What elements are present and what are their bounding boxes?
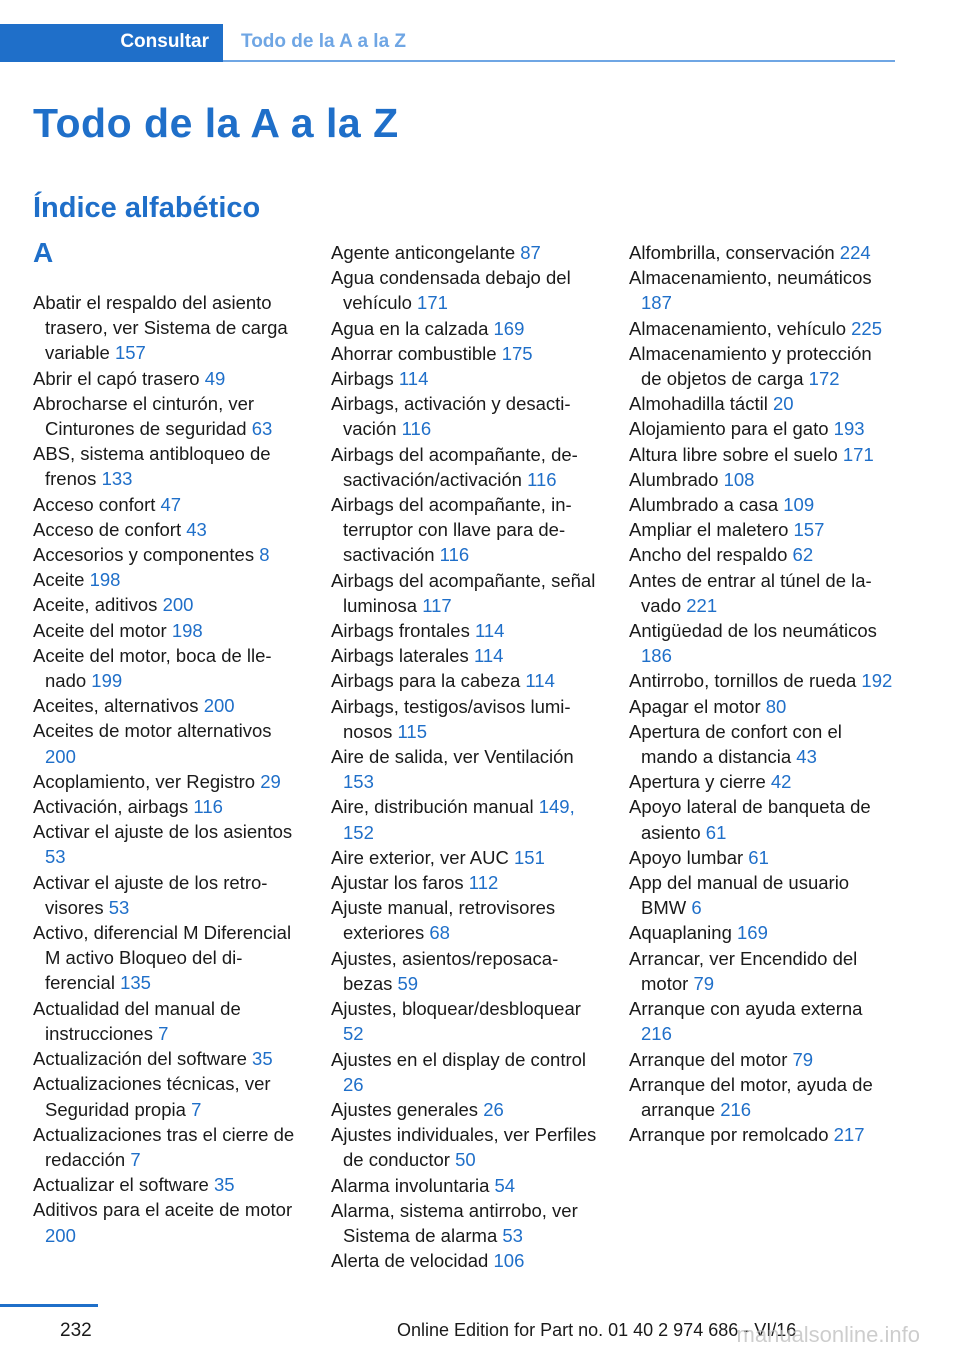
index-entry xyxy=(331,492,599,568)
index-entry xyxy=(331,442,599,492)
index-entry-text: Apoyo lateral de banqueta de asiento xyxy=(629,796,871,843)
index-entry-text: Abatir el respaldo del asiento trasero, ver Sistema de carga variable xyxy=(33,292,288,364)
index-entry-pages[interactable]: 61 xyxy=(748,846,769,868)
index-column-1 xyxy=(33,290,301,1248)
index-entry-pages[interactable]: 175 xyxy=(501,342,533,364)
index-entry xyxy=(629,618,897,668)
index-entry-text: Actualizar el software xyxy=(33,1174,209,1196)
index-entry-pages[interactable]: 198 xyxy=(171,619,203,641)
index-entry-pages[interactable]: 53 xyxy=(108,896,130,918)
index-entry-pages[interactable]: 153 xyxy=(343,771,374,793)
index-entry-text: Apertura y cierre xyxy=(629,771,766,793)
index-entry-pages[interactable]: 114 xyxy=(473,645,504,667)
index-entry-pages[interactable]: 198 xyxy=(89,569,121,591)
page-title: Todo de la A a la Z xyxy=(33,100,399,146)
index-entry-pages[interactable]: 43 xyxy=(186,518,207,540)
index-entry xyxy=(629,240,897,265)
page-number: 232 xyxy=(60,1320,92,1341)
index-entry-text: Ahorrar combustible xyxy=(331,342,497,364)
index-entry xyxy=(33,794,301,819)
index-column-2 xyxy=(331,240,599,1273)
index-entry-pages[interactable]: 35 xyxy=(213,1174,235,1196)
index-entry-text: Alojamiento para el gato xyxy=(629,418,829,440)
index-entry xyxy=(33,517,301,542)
index-entry-text: Aditivos para el aceite de motor xyxy=(33,1199,293,1221)
index-entry xyxy=(33,819,301,869)
index-entry-text: Aire, distribución manual xyxy=(331,796,534,818)
index-entry xyxy=(629,668,897,693)
index-entry-pages[interactable]: 187 xyxy=(641,292,672,314)
index-entry-pages[interactable]: 62 xyxy=(792,544,814,566)
index-entry xyxy=(331,996,599,1046)
index-entry-text: Aceites de motor alternativos xyxy=(33,720,272,742)
index-entry-pages[interactable]: 114 xyxy=(525,670,555,692)
index-entry-pages[interactable]: 116 xyxy=(401,418,432,440)
index-entry-text: Alumbrado xyxy=(629,468,719,490)
index-entry xyxy=(629,794,897,844)
index-entry xyxy=(629,845,897,870)
index-entry-text: Alerta de velocidad xyxy=(331,1250,489,1272)
index-entry-text: Airbags del acompañante, interruptor con llave para desactivación xyxy=(331,494,572,566)
index-entry-text: Ajustes generales xyxy=(331,1098,479,1120)
index-entry xyxy=(33,618,301,643)
index-entry-text: Alfombrilla, conservación xyxy=(629,242,835,263)
index-entry xyxy=(33,592,301,617)
index-entry-pages[interactable]: 8 xyxy=(259,544,270,566)
index-entry-text: Arrancar, ver Encendido del motor xyxy=(629,947,858,994)
index-entry-pages[interactable]: 157 xyxy=(114,342,146,364)
index-entry-pages[interactable]: 192 xyxy=(861,670,893,692)
index-entry-text: Almacenamiento, vehículo xyxy=(629,317,846,339)
index-entry xyxy=(331,1047,599,1097)
index-entry-text: Agua en la calzada xyxy=(331,317,489,339)
index-entry-text: Alumbrado a casa xyxy=(629,494,779,516)
watermark: manualsonline.info xyxy=(736,1322,920,1347)
index-entry-text: Abrocharse el cinturón, ver Cinturones de seguridad xyxy=(33,392,255,440)
index-entry-pages[interactable]: 114 xyxy=(474,620,505,642)
index-entry-text: Arranque del motor xyxy=(629,1048,788,1070)
index-entry-text: Actualización del software xyxy=(33,1048,247,1070)
index-entry xyxy=(629,467,897,492)
index-entry-pages[interactable]: 7 xyxy=(130,1148,141,1170)
index-entry xyxy=(33,290,301,366)
index-entry xyxy=(629,391,897,416)
index-entry xyxy=(33,1122,301,1172)
tab-consultar-label: Consultar xyxy=(120,31,209,52)
index-column-3 xyxy=(629,240,897,1147)
letter-heading: A xyxy=(33,237,54,268)
index-entry-text: App del manual de usuario BMW xyxy=(629,872,850,919)
index-entry-text: Airbags, activación y desactivación xyxy=(331,393,571,440)
index-entry xyxy=(33,1046,301,1071)
index-entry-text: Aire de salida, ver Ventilación xyxy=(331,746,574,768)
index-entry-text: Alarma involuntaria xyxy=(331,1174,490,1196)
index-entry-pages[interactable]: 49 xyxy=(204,367,226,389)
index-entry-pages[interactable]: 53 xyxy=(502,1224,523,1246)
index-entry-text: Activar el ajuste de los asientos xyxy=(33,821,293,843)
index-entry-pages[interactable]: 106 xyxy=(493,1250,525,1272)
index-entry-pages[interactable]: 171 xyxy=(417,292,448,314)
index-entry xyxy=(33,366,301,391)
index-entry-text: Acoplamiento, ver Registro xyxy=(33,770,256,792)
index-entry-pages[interactable]: 26 xyxy=(483,1098,504,1120)
index-entry-text: Agua condensada debajo del vehículo xyxy=(331,267,571,314)
index-entry-text: Activación, airbags xyxy=(33,796,189,818)
section-title: Índice alfabético xyxy=(33,192,261,224)
index-entry-pages[interactable]: 116 xyxy=(193,796,223,818)
index-entry-text: Airbags, testigos/avisos luminosos xyxy=(331,695,571,742)
index-entry-pages[interactable]: 112 xyxy=(468,872,499,894)
index-entry-text: Airbags del acompañante, desactivación/activación xyxy=(331,443,578,490)
index-entry-pages[interactable]: 157 xyxy=(793,519,825,541)
index-entry xyxy=(331,1097,599,1122)
index-entry-pages[interactable]: 135 xyxy=(120,972,151,994)
index-entry-text: Actualizaciones tras el cierre de redacción xyxy=(33,1123,295,1170)
index-entry-pages[interactable]: 7 xyxy=(191,1098,202,1120)
index-entry-text: Ajuste manual, retrovisores exteriores xyxy=(331,897,556,944)
index-entry-pages[interactable]: 20 xyxy=(772,393,794,415)
index-entry-pages[interactable]: 200 xyxy=(203,695,235,717)
index-entry xyxy=(33,920,301,996)
index-entry-text: Airbags del acompañante, señal luminosa xyxy=(331,569,596,616)
index-entry xyxy=(33,567,301,592)
index-entry-text: Actualizaciones técnicas, ver Seguridad propia xyxy=(33,1073,271,1120)
index-entry xyxy=(629,416,897,441)
index-entry-text: Ampliar el maletero xyxy=(629,519,789,541)
index-entry-pages[interactable]: 217 xyxy=(833,1124,865,1146)
index-entry-pages[interactable]: 35 xyxy=(252,1048,273,1070)
index-entry-pages[interactable]: 200 xyxy=(45,745,76,767)
index-entry xyxy=(331,794,599,844)
index-entry-pages[interactable]: 53 xyxy=(45,846,66,868)
index-entry-text: Ancho del respaldo xyxy=(629,544,788,566)
index-entry xyxy=(629,920,897,945)
index-entry-pages[interactable]: 29 xyxy=(260,770,281,792)
index-entry xyxy=(331,1122,599,1172)
index-entry xyxy=(629,542,897,567)
index-entry-pages[interactable]: 224 xyxy=(839,242,871,263)
index-entry-pages[interactable]: 221 xyxy=(686,594,718,616)
index-entry xyxy=(629,568,897,618)
index-entry-text: Antirrobo, tornillos de rueda xyxy=(629,670,857,692)
index-entry-pages[interactable]: 117 xyxy=(422,594,452,616)
index-entry xyxy=(331,895,599,945)
index-entry-pages[interactable]: 50 xyxy=(455,1149,476,1171)
index-entry-pages[interactable]: 193 xyxy=(833,418,865,440)
index-entry-pages[interactable]: 149, 152 xyxy=(343,796,575,843)
index-entry-pages[interactable]: 169 xyxy=(737,922,768,944)
index-entry-pages[interactable]: 115 xyxy=(397,720,428,742)
index-entry-pages[interactable]: 172 xyxy=(808,368,840,390)
index-entry xyxy=(629,870,897,920)
index-entry-text: Activo, diferencial M Diferencial M activo Bloqueo del diferencial xyxy=(33,922,292,994)
index-entry-pages[interactable]: 54 xyxy=(494,1174,516,1196)
index-entry xyxy=(331,1248,599,1273)
index-entry-pages[interactable]: 151 xyxy=(514,846,545,868)
index-entry xyxy=(331,391,599,441)
index-entry-text: Acceso de confort xyxy=(33,518,182,540)
index-entry xyxy=(629,1072,897,1122)
index-entry xyxy=(33,542,301,567)
index-entry xyxy=(33,492,301,517)
index-entry-pages[interactable]: 87 xyxy=(520,242,541,263)
index-entry xyxy=(629,442,897,467)
index-entry xyxy=(629,719,897,769)
index-entry-pages[interactable]: 200 xyxy=(45,1224,76,1246)
index-entry xyxy=(33,693,301,718)
index-entry xyxy=(629,265,897,315)
index-entry-text: Airbags laterales xyxy=(331,645,469,667)
index-entry xyxy=(629,316,897,341)
index-entry xyxy=(331,265,599,315)
index-entry xyxy=(331,668,599,693)
index-entry xyxy=(629,694,897,719)
index-entry-pages[interactable]: 225 xyxy=(851,317,882,339)
index-entry-text: ABS, sistema antibloqueo de frenos xyxy=(33,443,271,490)
index-entry-text: Arranque por remolcado xyxy=(629,1124,829,1146)
index-entry-text: Arranque con ayuda externa xyxy=(629,998,863,1020)
index-entry-pages[interactable]: 133 xyxy=(101,468,133,490)
index-entry xyxy=(331,744,599,794)
index-entry xyxy=(629,946,897,996)
index-entry-pages[interactable]: 79 xyxy=(792,1048,814,1070)
index-entry xyxy=(331,694,599,744)
index-entry-pages[interactable]: 171 xyxy=(842,443,874,465)
index-entry-text: Aceite del motor xyxy=(33,619,167,641)
index-entry xyxy=(331,845,599,870)
index-entry-text: Ajustes, asientos/reposacabezas xyxy=(331,947,559,994)
index-entry-text: Aceites, alternativos xyxy=(33,695,199,717)
index-entry xyxy=(33,441,301,491)
index-entry-text: Apertura de confort con el mando a distancia xyxy=(629,720,842,768)
index-entry xyxy=(331,643,599,668)
index-entry-text: Actualidad del manual de instrucciones xyxy=(33,997,241,1044)
index-entry xyxy=(33,1197,301,1247)
index-entry xyxy=(331,341,599,366)
edition-note: Online Edition for Part no. 01 40 2 974 686 - VI/16 xyxy=(397,1320,797,1340)
index-entry xyxy=(331,618,599,643)
index-entry-text: Agente anticongelante xyxy=(331,242,516,263)
index-entry-pages[interactable]: 114 xyxy=(398,368,429,390)
index-entry-text: Ajustes, bloquear/desbloquear xyxy=(331,998,581,1020)
index-entry-pages[interactable]: 63 xyxy=(251,418,273,440)
index-entry xyxy=(629,1047,897,1072)
index-entry-text: Aire exterior, ver AUC xyxy=(331,846,509,868)
index-entry-text: Airbags frontales xyxy=(331,620,470,642)
index-entry xyxy=(33,1071,301,1121)
header-rule xyxy=(223,60,895,62)
index-entry-text: Ajustar los faros xyxy=(331,872,464,894)
index-entry-pages[interactable]: 186 xyxy=(641,645,672,667)
index-entry-text: Aceite xyxy=(33,569,85,591)
tab-consultar[interactable] xyxy=(0,24,223,62)
index-entry-text: Aquaplaning xyxy=(629,922,732,944)
index-entry xyxy=(629,492,897,517)
index-entry-pages[interactable]: 26 xyxy=(343,1073,364,1095)
index-entry-pages[interactable]: 61 xyxy=(705,821,727,843)
index-entry xyxy=(33,769,301,794)
index-entry xyxy=(331,1198,599,1248)
index-entry-text: Abrir el capó trasero xyxy=(33,367,200,389)
index-entry-text: Airbags xyxy=(331,368,394,390)
index-entry-pages[interactable]: 52 xyxy=(343,1023,364,1045)
index-entry xyxy=(33,870,301,920)
index-entry xyxy=(629,517,897,542)
index-entry-pages[interactable]: 43 xyxy=(796,746,817,768)
index-entry xyxy=(331,366,599,391)
index-entry-pages[interactable]: 216 xyxy=(720,1098,752,1120)
index-entry-pages[interactable]: 109 xyxy=(783,494,815,516)
index-entry-pages[interactable]: 200 xyxy=(162,594,194,616)
index-entry xyxy=(331,240,599,265)
index-entry xyxy=(331,1173,599,1198)
index-entry-pages[interactable]: 59 xyxy=(397,972,419,994)
index-entry-text: Antes de entrar al túnel de lavado xyxy=(629,569,872,616)
index-entry xyxy=(331,316,599,341)
index-entry-text: Aceite del motor, boca de llenado xyxy=(33,644,272,692)
index-entry-text: Accesorios y componentes xyxy=(33,544,255,566)
index-entry-text: Ajustes individuales, ver Perfiles de conductor xyxy=(331,1124,597,1171)
index-entry-text: Almacenamiento y protección de objetos de carga xyxy=(629,342,872,390)
index-entry-pages[interactable]: 6 xyxy=(691,897,702,919)
index-entry-text: Acceso confort xyxy=(33,493,156,515)
index-entry xyxy=(331,870,599,895)
index-entry xyxy=(629,341,897,391)
index-entry xyxy=(331,946,599,996)
footer-rule xyxy=(0,1304,98,1307)
index-entry xyxy=(33,718,301,768)
index-entry-pages[interactable]: 68 xyxy=(429,922,450,944)
index-entry-pages[interactable]: 199 xyxy=(91,670,123,692)
index-entry xyxy=(331,568,599,618)
index-entry xyxy=(629,1122,897,1147)
index-entry-text: Alarma, sistema antirrobo, ver Sistema de alarma xyxy=(331,1199,578,1246)
index-entry xyxy=(33,391,301,441)
index-entry-pages[interactable]: 79 xyxy=(693,972,715,994)
index-entry-pages[interactable]: 7 xyxy=(158,1022,169,1044)
tab-todo-de-la-a-a-la-z[interactable]: Todo de la A a la Z xyxy=(241,31,407,52)
index-entry xyxy=(629,769,897,794)
index-entry-pages[interactable]: 42 xyxy=(770,771,792,793)
index-entry-text: Antigüedad de los neumáticos xyxy=(629,620,877,642)
index-entry-text: Almohadilla táctil xyxy=(629,393,768,415)
index-entry-pages[interactable]: 108 xyxy=(723,468,755,490)
index-entry xyxy=(629,996,897,1046)
index-entry-pages[interactable]: 116 xyxy=(527,468,557,490)
index-entry-pages[interactable]: 116 xyxy=(439,544,470,566)
index-entry-text: Almacenamiento, neumáticos xyxy=(629,267,872,289)
header-bar xyxy=(0,24,895,62)
index-entry-text: Airbags para la cabeza xyxy=(331,670,521,692)
index-entry xyxy=(33,996,301,1046)
index-entry xyxy=(33,1172,301,1197)
index-entry-text: Apagar el motor xyxy=(629,695,761,717)
index-entry-text: Arranque del motor, ayuda de arranque xyxy=(629,1073,873,1120)
index-entry-text: Ajustes en el display de control xyxy=(331,1048,587,1070)
index-entry-text: Aceite, aditivos xyxy=(33,594,158,616)
index-entry-pages[interactable]: 169 xyxy=(493,317,525,339)
index-entry xyxy=(33,643,301,693)
index-entry-text: Altura libre sobre el suelo xyxy=(629,443,838,465)
index-entry-pages[interactable]: 47 xyxy=(160,493,182,515)
index-entry-text: Activar el ajuste de los retrovisores xyxy=(33,871,268,918)
index-entry-pages[interactable]: 80 xyxy=(765,695,787,717)
index-entry-pages[interactable]: 216 xyxy=(641,1023,672,1045)
index-entry-text: Apoyo lumbar xyxy=(629,846,744,868)
